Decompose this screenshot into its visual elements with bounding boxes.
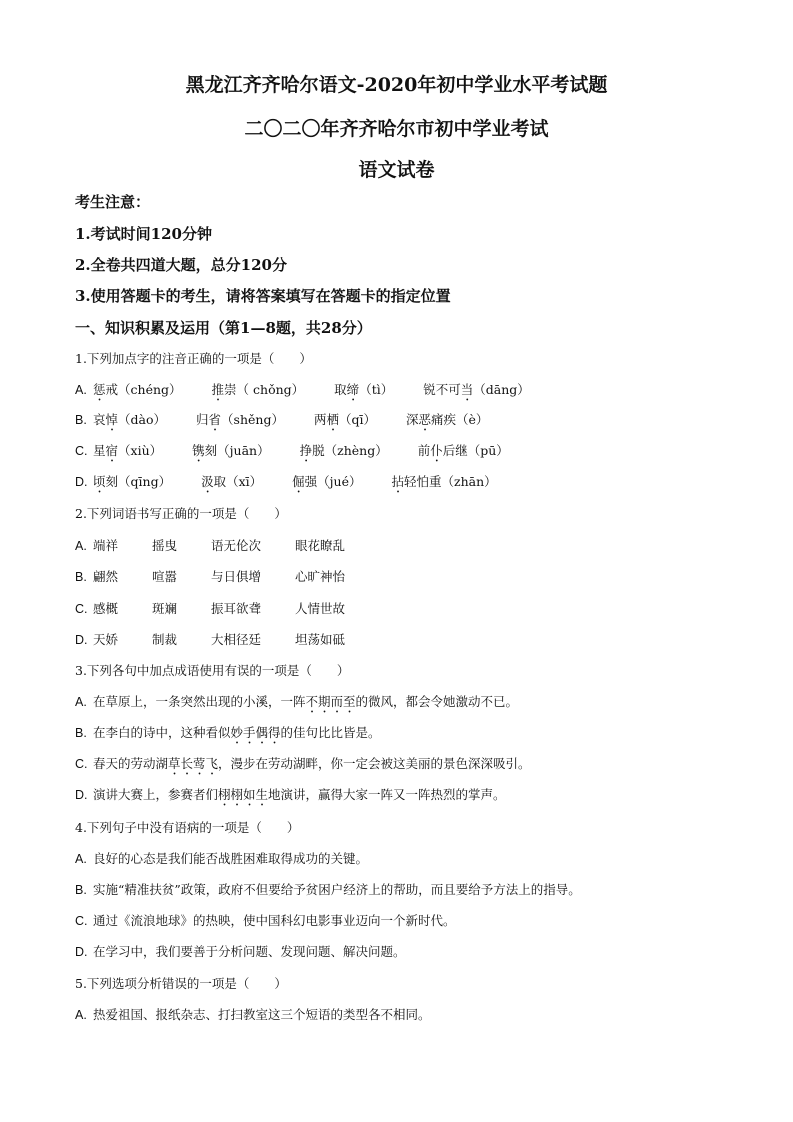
emphasized-text: 省 [208,412,222,427]
option-term [93,849,368,873]
term-text: 在学习中，我们要善于分析问题、发现问题、解决问题。 [93,944,406,959]
term-text: 痛疾（è） [431,412,489,427]
notice-item: 2.全卷共四道大题，总分120分 [75,256,287,274]
option-term [423,380,530,404]
term-text: 端祥 [93,538,119,553]
option-label: B. [75,413,87,427]
option-term [93,785,506,809]
emphasized-text: 顷 [93,474,106,489]
notice-item: 3.使用答题卡的考生，请将答案填写在答题卡的指定位置 [75,287,451,305]
term-text: 取 [334,382,347,397]
option-term [211,536,261,560]
option-term [93,723,381,747]
term-text: 摇曳 [152,538,178,553]
option-label: B. [75,883,87,897]
question-stem: 5.下列选项分析错误的一项是（ ） [75,976,287,991]
document-title: 黑龙江齐齐哈尔语文-2020年初中学业水平考试题 [185,74,608,96]
answer-option [75,472,497,496]
option-term [93,1005,431,1029]
emphasized-text: 惩 [93,382,106,397]
term-text: ，漫步在劳动湖畔，你一定会被这美丽的景色深深吸引。 [218,756,531,771]
answer-option [75,599,345,623]
term-text: 深 [406,412,419,427]
answer-option [75,567,345,591]
term-text: 大相径廷 [211,632,262,647]
option-label: C. [75,602,88,616]
option-label: D. [75,475,88,489]
option-label: C. [75,757,88,771]
option-label: A. [75,383,87,397]
term-text: 热爱祖国、报纸杂志、打扫教室这三个短语的类型各不相同。 [93,1007,431,1022]
option-term [93,380,182,404]
option-label: A. [75,695,87,709]
emphasized-text: 栖 [326,412,339,427]
option-label: A. [75,1008,87,1022]
question-stem: 2.下列词语书写正确的一项是（ ） [75,506,287,521]
emphasized-text: 宿 [105,443,119,458]
term-text: 实施“精准扶贫”政策，政府不但要给予贫困户经济上的帮助，而且要给予方法上的指导。 [93,882,581,897]
emphasized-text: 恶 [418,412,432,427]
option-label: D. [75,945,88,959]
term-text: 在草原上，一条突然出现的小溪，一阵 [93,694,306,709]
option-label: A. [75,852,87,866]
option-term [314,410,376,434]
term-text: 人情世故 [295,601,346,616]
option-term [212,380,305,404]
answer-option [75,849,368,873]
term-text: 语无伦次 [211,538,262,553]
emphasized-text: 推 [211,382,225,397]
term-text: 取（xī） [213,474,263,489]
term-text: 地演讲，赢得大家一阵又一阵热烈的掌声。 [268,787,506,802]
term-text: 制裁 [152,632,178,647]
term-text: 脱（zhèng） [312,443,388,458]
term-text: 演讲大赛上，参赛者们 [93,787,219,802]
term-text: 轻怕重（zhān） [404,474,497,489]
option-term [392,472,497,496]
option-term [93,630,118,654]
emphasized-text: 仆 [430,443,443,458]
answer-option [75,911,456,935]
term-text: 与日俱增 [211,569,262,584]
option-term [93,441,162,465]
option-term [93,880,581,904]
emphasized-text: 栩栩如生 [218,787,269,802]
emphasized-text: 草长莺飞 [168,756,219,771]
question-stem: 3.下列各句中加点成语使用有误的一项是（ ） [75,663,350,678]
option-term [300,441,388,465]
term-text: 心旷神怡 [295,569,346,584]
emphasized-text: 挣 [299,443,313,458]
answer-option [75,380,530,404]
term-text: 感概 [93,601,119,616]
emphasized-text: 拈 [391,474,405,489]
term-text: 两 [313,412,327,427]
answer-option [75,536,345,560]
term-text: 强（jué） [304,474,362,489]
emphasized-text: 悼 [105,412,119,427]
term-text: （xiù） [118,443,163,458]
term-text: 喧嚣 [152,569,178,584]
option-label: B. [75,726,87,740]
term-text: 前 [417,443,431,458]
option-term [93,567,118,591]
option-term [93,692,518,716]
option-term [418,441,509,465]
option-term [201,472,262,496]
option-term [93,754,531,778]
term-text: 刻（juān） [204,443,270,458]
term-text: 的微风，都会令她激动不已。 [355,694,519,709]
term-text: 戒（chéng） [105,382,182,397]
option-term [152,567,177,591]
option-term [93,472,171,496]
emphasized-text: 倔 [292,474,305,489]
option-term [295,567,345,591]
term-text: （tì） [359,382,394,397]
term-text: 锐不可 [423,382,461,397]
option-term [292,472,361,496]
term-text: 振耳欲聋 [211,601,262,616]
term-text: 哀 [93,412,106,427]
term-text: 刻（qīng） [105,474,172,489]
option-term [211,630,261,654]
term-text: 崇（ chǒng） [224,382,305,397]
option-term [93,942,406,966]
option-term [211,599,261,623]
option-term [93,599,118,623]
emphasized-text: 镌 [192,443,205,458]
option-term [295,630,345,654]
term-text: 眼花瞭乱 [295,538,346,553]
option-label: C. [75,914,88,928]
answer-option [75,692,518,716]
option-term [93,410,166,434]
option-label: A. [75,539,87,553]
emphasized-text: 当 [460,382,474,397]
paper-subject: 语文试卷 [358,159,435,181]
exam-title: 二〇二〇年齐齐哈尔市初中学业考试 [244,118,549,140]
term-text: 归 [196,412,209,427]
option-term [211,567,261,591]
option-term [334,380,393,404]
term-text: 星 [93,443,106,458]
term-text: 坦荡如砥 [295,632,346,647]
option-term [196,410,284,434]
term-text: 翩然 [93,569,119,584]
option-label: D. [75,633,88,647]
emphasized-text: 不期而至 [305,694,356,709]
option-term [93,536,118,560]
term-text: （qī） [339,412,376,427]
emphasized-text: 汲 [201,474,214,489]
question-stem: 4.下列句子中没有语病的一项是（ ） [75,820,300,835]
option-label: B. [75,570,87,584]
emphasized-text: 妙手偶得 [230,725,281,740]
option-term [192,441,269,465]
term-text: 通过《流浪地球》的热映，使中国科幻电影事业迈向一个新时代。 [93,913,456,928]
option-term [152,630,177,654]
term-text: 在李白的诗中，这种看似 [93,725,231,740]
answer-option [75,441,509,465]
option-term [152,536,177,560]
answer-option [75,723,381,747]
answer-option [75,754,531,778]
option-term [93,911,456,935]
option-term [152,599,177,623]
section-heading: 一、知识积累及运用（第1—8题，共28分） [75,319,372,337]
term-text: 后继（pū） [442,443,509,458]
term-text: （dāng） [473,382,530,397]
answer-option [75,630,345,654]
answer-option [75,942,406,966]
answer-option [75,1005,431,1029]
option-term [295,599,345,623]
emphasized-text: 缔 [346,382,360,397]
term-text: （shěng） [221,412,284,427]
term-text: 天娇 [93,632,119,647]
term-text: 春天的劳动湖 [93,756,169,771]
option-term [295,536,345,560]
answer-option [75,880,581,904]
notice-item: 1.考试时间120分钟 [75,225,212,243]
option-term [406,410,488,434]
term-text: 斑斓 [152,601,178,616]
answer-option [75,410,488,434]
option-label: D. [75,788,88,802]
term-text: 良好的心态是我们能否战胜困难取得成功的关键。 [93,851,369,866]
option-label: C. [75,444,88,458]
notice-heading: 考生注意： [75,193,151,211]
question-stem: 1.下列加点字的注音正确的一项是（ ） [75,351,312,366]
term-text: （dào） [118,412,167,427]
answer-option [75,785,506,809]
term-text: 的佳句比比皆是。 [280,725,381,740]
